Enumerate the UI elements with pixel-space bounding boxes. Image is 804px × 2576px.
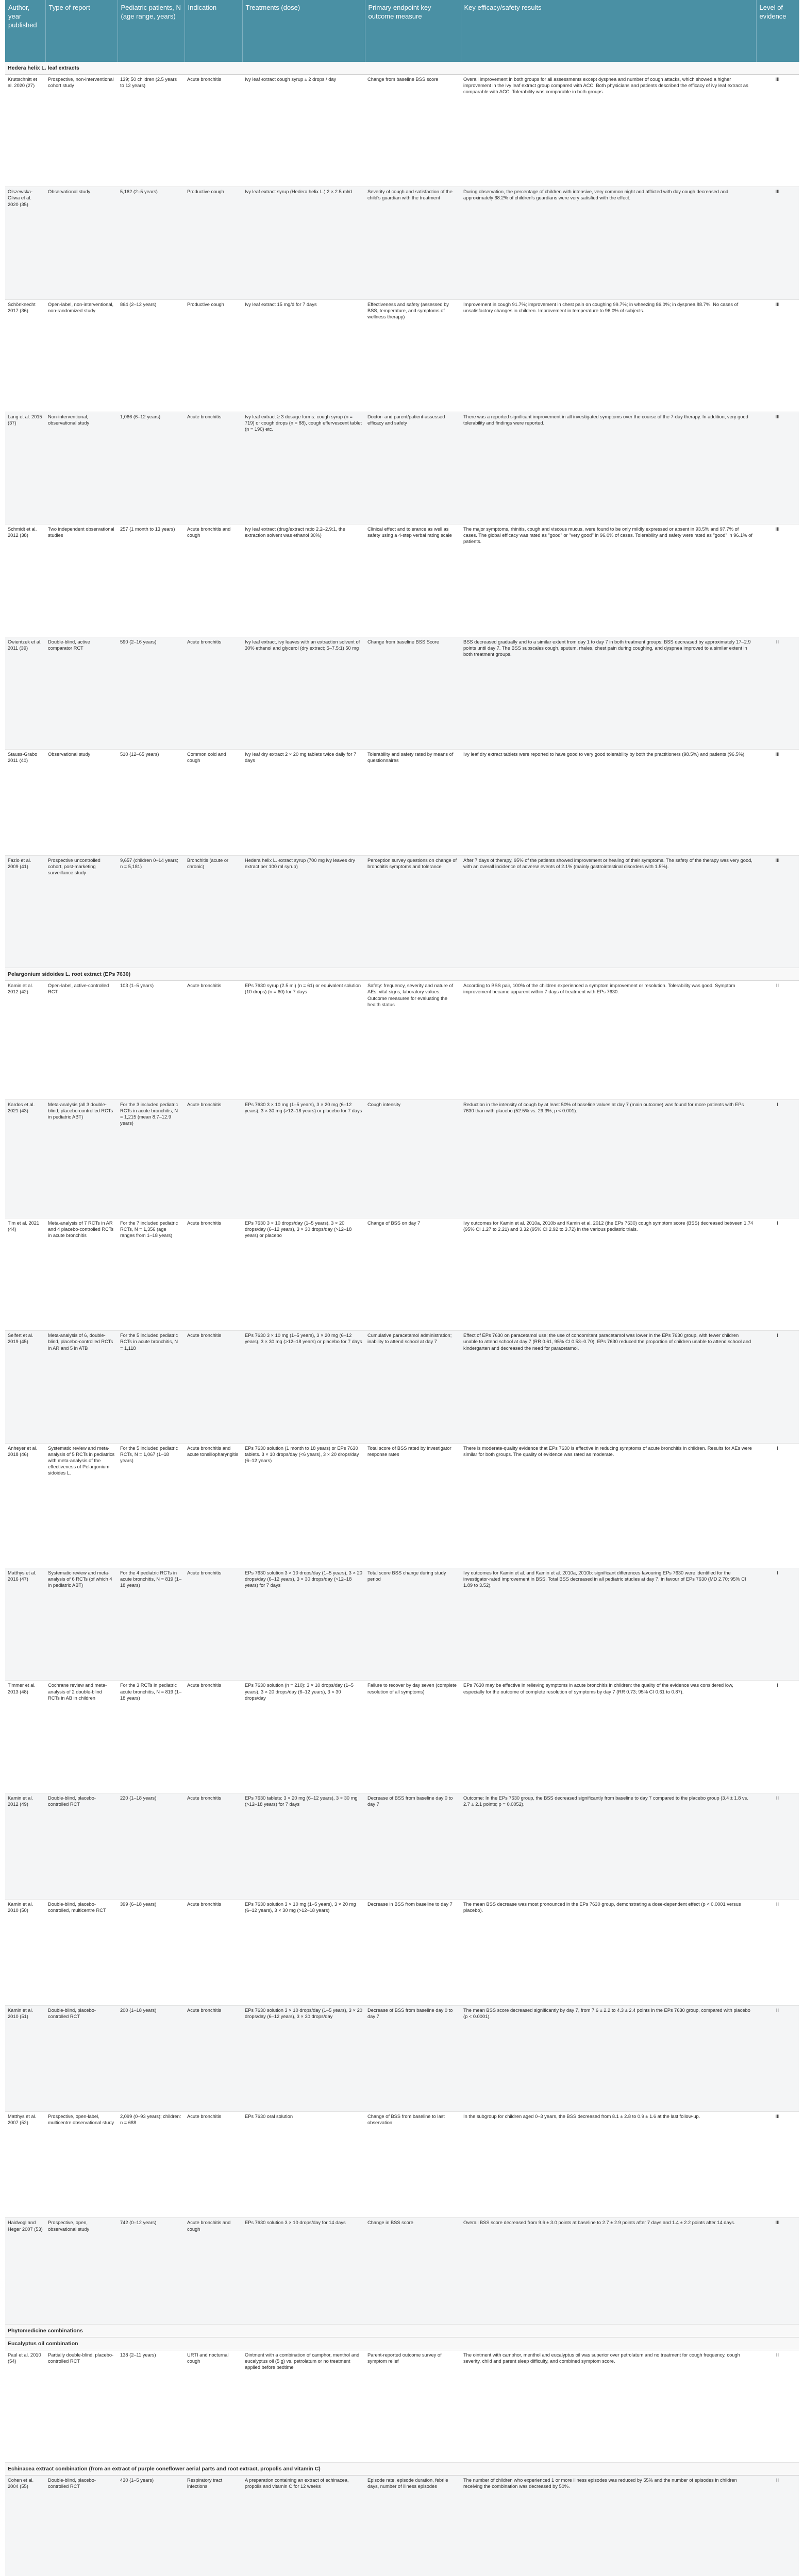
- table-cell: II: [756, 637, 799, 749]
- table-cell: Ivy leaf extract 15 mg/d for 7 days: [242, 299, 365, 412]
- table-cell: Acute bronchitis: [185, 75, 242, 187]
- table-cell: Stauss-Grabo 2011 (40): [5, 749, 45, 855]
- table-cell: Partially double-blind, placebo-controlled RCT: [45, 2350, 118, 2462]
- table-row: [5, 299, 799, 412]
- table-cell: Prospective, open-label, multicentre observational study: [45, 2112, 118, 2218]
- table-cell: For the 3 RCTs in pediatric acute bronchitis, N = 819 (1–18 years): [118, 1681, 185, 1793]
- table-row: [5, 2006, 799, 2112]
- table-cell: III: [756, 412, 799, 524]
- evidence-table: [5, 0, 799, 2576]
- table-cell: Improvement in cough 91.7%; improvement in chest pain on coughing 99.7%; in wheezing 86.0%; in dyspnea 88.7%. No cases of unsatisfactory changes in children. Improvement in temperature to 96.0% of subjects.: [461, 299, 756, 412]
- section-title: Hedera helix L. leaf extracts: [5, 62, 799, 75]
- table-cell: Cough intensity: [365, 1099, 461, 1218]
- table-cell: I: [756, 1331, 799, 1443]
- table-cell: For the 5 included pediatric RCTs in acute bronchitis, N = 1,118: [118, 1331, 185, 1443]
- table-row: [5, 1793, 799, 1899]
- table-cell: Ivy outcomes for Kamin et al. 2010a, 2010b and Kamin et al. 2012 (the EPs 7630) cough symptom score (BSS) decreased between 1.74 (95% CI 1.27 to 2.21) and 3.32 (95% CI 2.92 to 3.72) in the various pediatric trials.: [461, 1218, 756, 1331]
- table-cell: 864 (2–12 years): [118, 299, 185, 412]
- table-row: [5, 1681, 799, 1793]
- table-cell: III: [756, 187, 799, 299]
- table-cell: Non-interventional, observational study: [45, 412, 118, 524]
- table-cell: Prospective, non-interventional cohort study: [45, 75, 118, 187]
- table-row: [5, 524, 799, 637]
- table-cell: Parent-reported outcome survey of symptom relief: [365, 2350, 461, 2462]
- table-cell: 2,099 (0–93 years); children: n = 688: [118, 2112, 185, 2218]
- table-cell: Acute bronchitis: [185, 1099, 242, 1218]
- table-cell: The mean BSS decrease was most pronounced in the EPs 7630 group, demonstrating a dose-dependent effect (p < 0.0001 versus placebo).: [461, 1899, 756, 2005]
- table-row: [5, 1331, 799, 1443]
- table-cell: Outcome: In the EPs 7630 group, the BSS decreased significantly from baseline to day 7 compared to the placebo group (3.4 ± 1.8 vs. 2.7 ± 2.1 points; p = 0.0052).: [461, 1793, 756, 1899]
- table-cell: 1,066 (6–12 years): [118, 412, 185, 524]
- section-row: [5, 62, 799, 75]
- table-cell: 430 (1–5 years): [118, 2476, 185, 2576]
- table-cell: II: [756, 1793, 799, 1899]
- table-cell: II: [756, 2350, 799, 2462]
- table-row: [5, 1568, 799, 1681]
- table-cell: Observational study: [45, 187, 118, 299]
- table-cell: Acute bronchitis and cough: [185, 524, 242, 637]
- table-cell: 5,162 (2–5 years): [118, 187, 185, 299]
- table-cell: BSS decreased gradually and to a similar extent from day 1 to day 7 in both treatment groups: BSS decreased by approximately 17–2.9 points until day 7. The BSS subscales cough, sputum, rhales, chest pain during coughing, and dyspnea improved to a similar extent in both treatment groups.: [461, 637, 756, 749]
- table-cell: The ointment with camphor, menthol and eucalyptus oil was superior over petrolatum and no treatment for cough frequency, cough severity, child and parent sleep difficulty, and combined symptom score.: [461, 2350, 756, 2462]
- column-header: Type of report: [45, 0, 118, 62]
- table-body: [5, 62, 799, 2576]
- table-cell: I: [756, 1568, 799, 1681]
- table-cell: Double-blind, placebo-controlled, multicentre RCT: [45, 1899, 118, 2005]
- table-cell: II: [756, 981, 799, 1099]
- table-cell: Change from baseline BSS score: [365, 75, 461, 187]
- table-cell: Meta-analysis (all 3 double-blind, placebo-controlled RCTs in pediatric ABT): [45, 1099, 118, 1218]
- section-row: [5, 2337, 799, 2350]
- table-row: [5, 1218, 799, 1331]
- column-header: Author, year published: [5, 0, 45, 62]
- table-cell: 742 (0–12 years): [118, 2218, 185, 2324]
- column-header: Indication: [185, 0, 242, 62]
- table-cell: EPs 7630 solution 3 × 10 mg (1–5 years), 3 × 20 mg (6–12 years), 3 × 30 mg (>12–18 years): [242, 1899, 365, 2005]
- table-cell: Ivy leaf dry extract 2 × 20 mg tablets twice daily for 7 days: [242, 749, 365, 855]
- table-cell: III: [756, 749, 799, 855]
- table-cell: Prospective, open, observational study: [45, 2218, 118, 2324]
- table-cell: 138 (2–11 years): [118, 2350, 185, 2462]
- table-cell: Acute bronchitis: [185, 2006, 242, 2112]
- table-cell: Total score BSS change during study period: [365, 1568, 461, 1681]
- table-row: [5, 855, 799, 968]
- table-cell: Kamin et al. 2012 (49): [5, 1793, 45, 1899]
- table-cell: Perception survey questions on change of bronchitis symptoms and tolerance: [365, 855, 461, 968]
- table-cell: A preparation containing an extract of echinacea, propolis and vitamin C for 12 weeks: [242, 2476, 365, 2576]
- section-title: Phytomedicine combinations: [5, 2324, 799, 2337]
- table-cell: Kruttschnitt et al. 2020 (27): [5, 75, 45, 187]
- table-row: [5, 1443, 799, 1568]
- table-cell: Doctor- and parent/patient-assessed efficacy and safety: [365, 412, 461, 524]
- table-cell: Cwientzek et al. 2011 (39): [5, 637, 45, 749]
- table-cell: Anheyer et al. 2018 (46): [5, 1443, 45, 1568]
- table-cell: In the subgroup for children aged 0–3 years, the BSS decreased from 8.1 ± 2.8 to 0.9 ± 1.6 at the last follow-up.: [461, 2112, 756, 2218]
- table-cell: EPs 7630 solution (1 month to 18 years) or EPs 7630 tablets. 3 × 10 drops/day (<6 years), 3 × 20 drops/day (6–12 years): [242, 1443, 365, 1568]
- table-cell: Haidvogl and Heger 2007 (53): [5, 2218, 45, 2324]
- table-cell: Productive cough: [185, 299, 242, 412]
- table-cell: Reduction in the intensity of cough by at least 50% of baseline values at day 7 (main outcome) was found for more patients with EPs 7630 than with placebo (52.5% vs. 29.3%; p < 0.001).: [461, 1099, 756, 1218]
- table-cell: Overall BSS score decreased from 9.6 ± 3.0 points at baseline to 2.7 ± 2.9 points after 7 days and 1.4 ± 2.2 points after 14 days.: [461, 2218, 756, 2324]
- table-cell: Double-blind, active comparator RCT: [45, 637, 118, 749]
- column-header: Level of evidence: [756, 0, 799, 62]
- table-row: [5, 2350, 799, 2462]
- table-cell: 9,657 (children 0–14 years; n = 5,181): [118, 855, 185, 968]
- table-cell: During observation, the percentage of children with intensive, very common night and afflicted with day cough decreased and approximately 68.2% of children's guardians were very satisfied with the effect.: [461, 187, 756, 299]
- table-cell: Ivy leaf extract, ivy leaves with an extraction solvent of 30% ethanol and glycerol (dry extract; 5–7.5:1) 50 mg: [242, 637, 365, 749]
- table-cell: Acute bronchitis and cough: [185, 2218, 242, 2324]
- table-cell: Safety: frequency, severity and nature of AEs; vital signs; laboratory values. Outcome measures for evaluating the health status: [365, 981, 461, 1099]
- table-cell: The number of children who experienced 1 or more illness episodes was reduced by 55% and the number of episodes in children receiving the combination was decreased by 50%.: [461, 2476, 756, 2576]
- table-cell: The mean BSS score decreased significantly by day 7, from 7.6 ± 2.2 to 4.3 ± 2.4 points in the EPs 7630 group, compared with placebo (p < 0.0001).: [461, 2006, 756, 2112]
- table-cell: Cochrane review and meta-analysis of 2 double-blind RCTs in AB in children: [45, 1681, 118, 1793]
- table-cell: Acute bronchitis: [185, 412, 242, 524]
- table-cell: URTI and nocturnal cough: [185, 2350, 242, 2462]
- column-header: Treatments (dose): [242, 0, 365, 62]
- table-cell: Two independent observational studies: [45, 524, 118, 637]
- table-cell: Acute bronchitis: [185, 1568, 242, 1681]
- table-row: [5, 637, 799, 749]
- table-cell: Fazio et al. 2009 (41): [5, 855, 45, 968]
- table-cell: Lang et al. 2015 (37): [5, 412, 45, 524]
- table-cell: Ivy leaf dry extract tablets were reported to have good to very good tolerability by both the practitioners (98.5%) and patients (96.5%).: [461, 749, 756, 855]
- table-cell: Observational study: [45, 749, 118, 855]
- table-cell: I: [756, 1443, 799, 1568]
- table-cell: Clinical effect and tolerance as well as safety using a 4-step verbal rating scale: [365, 524, 461, 637]
- table-cell: Acute bronchitis: [185, 981, 242, 1099]
- table-cell: Effect of EPs 7630 on paracetamol use: the use of concomitant paracetamol was lower in the EPs 7630 group, with fewer children unable to attend school at day 7 (RR 0.61, 95% CI 0.53–0.70). EPs 7630 reduced the proportion of children unable to attend school and kindergarten and decreased the need for paracetamol.: [461, 1331, 756, 1443]
- table-cell: Bronchitis (acute or chronic): [185, 855, 242, 968]
- table-cell: Decrease of BSS from baseline day 0 to day 7: [365, 1793, 461, 1899]
- table-cell: Acute bronchitis: [185, 1899, 242, 2005]
- table-cell: Ivy leaf extract syrup (Hedera helix L.) 2 × 2.5 ml/d: [242, 187, 365, 299]
- table-row: [5, 981, 799, 1099]
- table-cell: Acute bronchitis and acute tonsillopharyngitis: [185, 1443, 242, 1568]
- table-cell: Olszewska-Gliwa et al. 2020 (35): [5, 187, 45, 299]
- section-row: [5, 2324, 799, 2337]
- table-cell: EPs 7630 3 × 10 mg (1–5 years), 3 × 20 mg (6–12 years), 3 × 30 mg (>12–18 years) or placebo for 7 days: [242, 1099, 365, 1218]
- column-header: Primary endpoint key outcome measure: [365, 0, 461, 62]
- table-cell: II: [756, 1899, 799, 2005]
- table-row: [5, 2476, 799, 2576]
- table-cell: Acute bronchitis: [185, 1331, 242, 1443]
- table-cell: Common cold and cough: [185, 749, 242, 855]
- section-title: Eucalyptus oil combination: [5, 2337, 799, 2350]
- table-row: [5, 187, 799, 299]
- table-cell: Kamin et al. 2010 (50): [5, 1899, 45, 2005]
- table-cell: Acute bronchitis: [185, 637, 242, 749]
- table-cell: The major symptoms, rhinitis, cough and viscous mucus, were found to be only mildly expressed or absent in 93.5% and 97.7% of cases. The global efficacy was rated as "good" or "very good" in 96.0% of cases. Tolerability and safety were rated as "good" in 96.1% of patients.: [461, 524, 756, 637]
- table-cell: Kardos et al. 2021 (43): [5, 1099, 45, 1218]
- section-title: Echinacea extract combination (from an extract of purple coneflower aerial parts and root extract, propolis and vitamin C): [5, 2463, 799, 2476]
- table-cell: Severity of cough and satisfaction of the child's guardian with the treatment: [365, 187, 461, 299]
- table-row: [5, 412, 799, 524]
- table-row: [5, 1899, 799, 2005]
- table-cell: Systematic review and meta-analysis of 5 RCTs in pediatrics with meta-analysis of the effectiveness of Pelargonium sidoides L.: [45, 1443, 118, 1568]
- table-cell: Effectiveness and safety (assessed by BSS, temperature, and symptoms of wellness therapy): [365, 299, 461, 412]
- table-cell: According to BSS pair, 100% of the children experienced a symptom improvement or resolution. Tolerability was good. Symptom improvement became apparent within 7 days of treatment with EPs 7630.: [461, 981, 756, 1099]
- table-cell: III: [756, 75, 799, 187]
- table-cell: Tim et al. 2021 (44): [5, 1218, 45, 1331]
- table-row: [5, 2112, 799, 2218]
- table-cell: II: [756, 2006, 799, 2112]
- table-cell: Change of BSS from baseline to last observation: [365, 2112, 461, 2218]
- table-cell: Double-blind, placebo-controlled RCT: [45, 1793, 118, 1899]
- table-cell: Ivy leaf extract ≥ 3 dosage forms: cough syrup (n = 719) or cough drops (n = 88), cough effervescent tablet (n = 190) etc.: [242, 412, 365, 524]
- table-cell: Seifert et al. 2019 (45): [5, 1331, 45, 1443]
- table-cell: 220 (1–18 years): [118, 1793, 185, 1899]
- table-cell: Hedera helix L. extract syrup (700 mg ivy leaves dry extract per 100 ml syrup): [242, 855, 365, 968]
- table-header: [5, 0, 799, 62]
- table-row: [5, 75, 799, 187]
- table-cell: Open-label, active-controlled RCT: [45, 981, 118, 1099]
- table-cell: EPs 7630 tablets: 3 × 20 mg (6–12 years), 3 × 30 mg (>12–18 years) for 7 days: [242, 1793, 365, 1899]
- table-cell: Episode rate, episode duration, febrile days, number of illness episodes: [365, 2476, 461, 2576]
- table-cell: Meta-analysis of 6, double-blind, placebo-controlled RCTs in AR and 5 in ATB: [45, 1331, 118, 1443]
- table-cell: I: [756, 1099, 799, 1218]
- table-cell: Acute bronchitis: [185, 1218, 242, 1331]
- section-title: Pelargonium sidoides L. root extract (EPs 7630): [5, 968, 799, 981]
- table-cell: 590 (2–16 years): [118, 637, 185, 749]
- table-cell: 200 (1–18 years): [118, 2006, 185, 2112]
- table-cell: Matthys et al. 2007 (52): [5, 2112, 45, 2218]
- table-cell: Ivy leaf extract (drug/extract ratio 2.2–2.9:1, the extraction solvent was ethanol 30%): [242, 524, 365, 637]
- table-cell: 399 (6–18 years): [118, 1899, 185, 2005]
- table-cell: Change in BSS score: [365, 2218, 461, 2324]
- table-cell: Prospective uncontrolled cohort, post-marketing surveillance study: [45, 855, 118, 968]
- table-cell: Decrease in BSS from baseline to day 7: [365, 1899, 461, 2005]
- table-cell: 510 (12–65 years): [118, 749, 185, 855]
- section-row: [5, 2463, 799, 2476]
- table-cell: III: [756, 2112, 799, 2218]
- table-cell: I: [756, 1218, 799, 1331]
- table-cell: Respiratory tract infections: [185, 2476, 242, 2576]
- table-cell: After 7 days of therapy, 95% of the patients showed improvement or healing of their symptoms. The safety of the therapy was very good, with an overall incidence of adverse events of 2.1% (mainly gastrointestinal disorders with 1.5%).: [461, 855, 756, 968]
- table-cell: Change from baseline BSS Score: [365, 637, 461, 749]
- table-cell: Matthys et al. 2016 (47): [5, 1568, 45, 1681]
- table-row: [5, 1099, 799, 1218]
- table-cell: Kamin et al. 2012 (42): [5, 981, 45, 1099]
- table-cell: EPs 7630 3 × 10 mg (1–5 years), 3 × 20 mg (6–12 years), 3 × 30 mg (>12–18 years) or placebo for 7 days: [242, 1331, 365, 1443]
- table-cell: There was a reported significant improvement in all investigated symptoms over the course of the 7-day therapy. In addition, very good tolerability and findings were reported.: [461, 412, 756, 524]
- table-cell: EPs 7630 may be effective in relieving symptoms in acute bronchitis in children: the quality of the evidence was considered low, especially for the outcome of complete resolution of symptoms by day 7 (RR 0.73; 95% CI 0.61 to 0.87).: [461, 1681, 756, 1793]
- table-cell: EPs 7630 3 × 10 drops/day (1–5 years), 3 × 20 drops/day (6–12 years), 3 × 30 drops/day (>12–18 years) or placebo: [242, 1218, 365, 1331]
- table-cell: III: [756, 2218, 799, 2324]
- evidence-table-wrapper: [5, 0, 799, 2576]
- table-cell: Acute bronchitis: [185, 1681, 242, 1793]
- table-cell: III: [756, 299, 799, 412]
- table-row: [5, 2218, 799, 2324]
- table-cell: EPs 7630 solution 3 × 10 drops/day for 14 days: [242, 2218, 365, 2324]
- table-cell: For the 5 included pediatric RCTs, N = 1,067 (1–18 years): [118, 1443, 185, 1568]
- table-cell: Total score of BSS rated by investigator response rates: [365, 1443, 461, 1568]
- table-cell: For the 7 included pediatric RCTs, N = 1,356 (age ranges from 1–18 years): [118, 1218, 185, 1331]
- table-cell: Open-label, non-interventional, non-randomized study: [45, 299, 118, 412]
- table-cell: 103 (1–5 years): [118, 981, 185, 1099]
- table-cell: III: [756, 524, 799, 637]
- table-cell: Acute bronchitis: [185, 2112, 242, 2218]
- table-cell: Acute bronchitis: [185, 1793, 242, 1899]
- table-row: [5, 749, 799, 855]
- table-cell: Meta-analysis of 7 RCTs in AR and 4 placebo-controlled RCTs in acute bronchitis: [45, 1218, 118, 1331]
- column-header: Pediatric patients, N (age range, years): [118, 0, 185, 62]
- table-cell: Paul et al. 2010 (54): [5, 2350, 45, 2462]
- section-row: [5, 968, 799, 981]
- table-cell: Cumulative paracetamol administration; inability to attend school at day 7: [365, 1331, 461, 1443]
- table-cell: II: [756, 2476, 799, 2576]
- table-cell: Tolerability and safety rated by means of questionnaires: [365, 749, 461, 855]
- table-cell: Cohen et al. 2004 (55): [5, 2476, 45, 2576]
- table-cell: Schmidt et al. 2012 (38): [5, 524, 45, 637]
- table-cell: For the 3 included pediatric RCTs in acute bronchitis, N = 1,215 (mean 8.7–12.9 years): [118, 1099, 185, 1218]
- table-cell: Failure to recover by day seven (complete resolution of all symptoms): [365, 1681, 461, 1793]
- table-cell: Double-blind, placebo-controlled RCT: [45, 2476, 118, 2576]
- table-cell: There is moderate-quality evidence that EPs 7630 is effective in reducing symptoms of acute bronchitis in children. Results for AEs were similar for both groups. The quality of evidence was rated as moderate.: [461, 1443, 756, 1568]
- table-cell: EPs 7630 syrup (2.5 ml) (n = 61) or equivalent solution (10 drops) (n = 60) for 7 days: [242, 981, 365, 1099]
- table-cell: Double-blind, placebo-controlled RCT: [45, 2006, 118, 2112]
- table-cell: 257 (1 month to 13 years): [118, 524, 185, 637]
- table-cell: Timmer et al. 2013 (48): [5, 1681, 45, 1793]
- table-cell: Change of BSS on day 7: [365, 1218, 461, 1331]
- table-cell: Systematic review and meta-analysis of 6 RCTs (of which 4 in pediatric ABT): [45, 1568, 118, 1681]
- table-cell: EPs 7630 oral solution: [242, 2112, 365, 2218]
- table-cell: Overall improvement in both groups for all assessments except dyspnea and number of cough attacks, which showed a higher improvement in the ivy leaf extract group compared with ACC. Both physicians and patients described the efficacy of ivy leaf extract as comparable with ACC. Tolerability was comparable in both groups.: [461, 75, 756, 187]
- table-cell: Decrease of BSS from baseline day 0 to day 7: [365, 2006, 461, 2112]
- table-cell: III: [756, 855, 799, 968]
- table-cell: Ivy outcomes for Kamin et al. and Kamin et al. 2010a, 2010b: significant differences favouring EPs 7630 were identified for the investigator-rated improvement in BSS. Total BSS decreased in all pediatric studies at day 7, in favour of EPs 7630 (MD 2.70; 95% CI 1.89 to 3.52).: [461, 1568, 756, 1681]
- column-header: Key efficacy/safety results: [461, 0, 756, 62]
- table-cell: Kamin et al. 2010 (51): [5, 2006, 45, 2112]
- table-cell: EPs 7630 solution 3 × 10 drops/day (1–5 years), 3 × 20 drops/day (6–12 years), 3 × 30 drops/day: [242, 2006, 365, 2112]
- table-cell: EPs 7630 solution (n = 210): 3 × 10 drops/day (1–5 years), 3 × 20 drops/day (6–12 years), 3 × 30 drops/day: [242, 1681, 365, 1793]
- table-cell: Ivy leaf extract cough syrup ± 2 drops / day: [242, 75, 365, 187]
- table-cell: Schönknecht 2017 (36): [5, 299, 45, 412]
- table-cell: For the 4 pediatric RCTs in acute bronchitis, N = 819 (1–18 years): [118, 1568, 185, 1681]
- table-cell: EPs 7630 solution 3 × 10 drops/day (1–5 years), 3 × 20 drops/day (6–12 years), 3 × 30 drops/day (>12–18 years) for 7 days: [242, 1568, 365, 1681]
- table-cell: 139; 50 children (2.5 years to 12 years): [118, 75, 185, 187]
- table-cell: I: [756, 1681, 799, 1793]
- table-cell: Productive cough: [185, 187, 242, 299]
- table-cell: Ointment with a combination of camphor, menthol and eucalyptus oil (5 g) vs. petrolatum or no treatment applied before bedtime: [242, 2350, 365, 2462]
